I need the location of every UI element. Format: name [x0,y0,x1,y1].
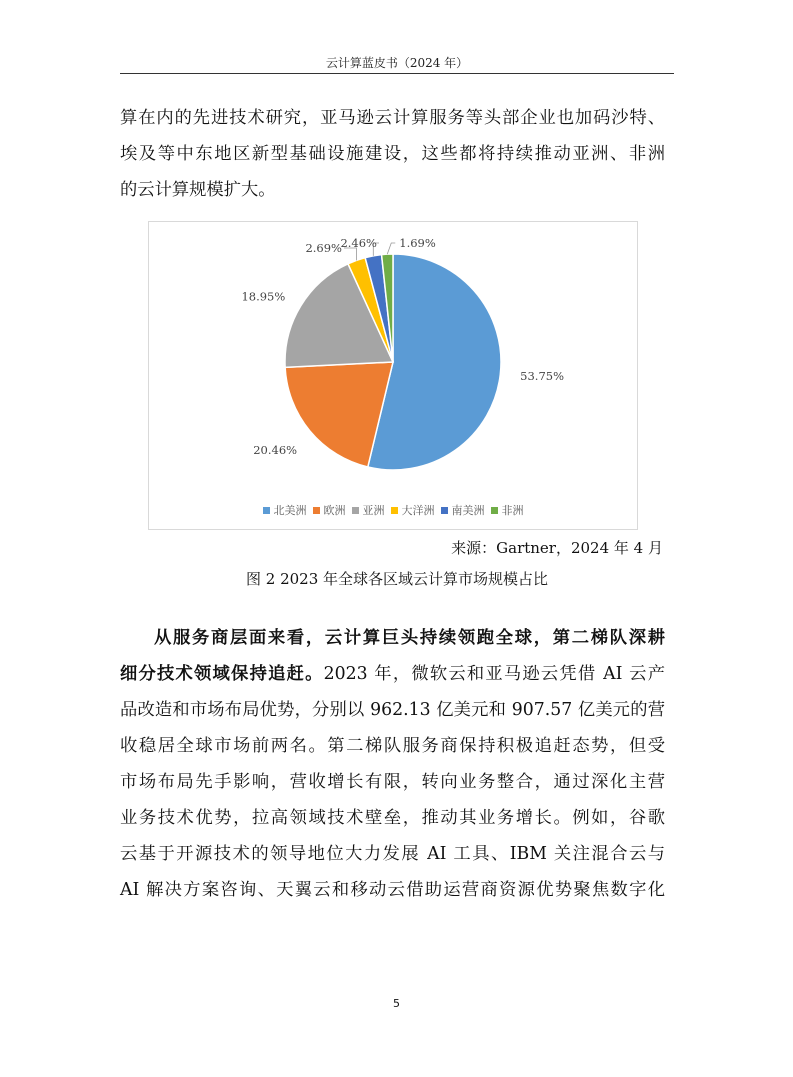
paragraph-2-line-4 [120,728,665,764]
legend-swatch [491,507,498,514]
legend-swatch [313,507,320,514]
paragraph-2-line-7 [120,836,665,872]
leader-line-6 [387,243,395,254]
normal-run: 云基于开源技术的领导地位大力发展 AI 工具、IBM 关注混合云与 [120,844,665,864]
normal-run: 业务技术优势，拉高领域技术壁垒，推动其业务增长。例如，谷歌 [120,808,665,828]
legend-item-5 [441,502,485,518]
paragraph-1-line-1: 算在内的先进技术研究，亚马逊云计算服务等头部企业也加码沙特、 [120,108,665,128]
slice-label-3: 18.95% [241,289,286,304]
paragraph-1-line-3: 的云计算规模扩大。 [120,180,276,200]
slice-label-1: 53.75% [520,369,565,384]
legend-swatch [441,507,448,514]
pie-chart-svg [149,222,637,529]
legend-label: 亚洲 [362,504,385,517]
legend-item-1 [263,502,307,518]
pie-chart [148,221,638,530]
bold-run: 从服务商层面来看，云计算巨头持续领跑全球，第二梯队深耕 [154,628,665,648]
paragraph-1 [120,100,665,208]
paragraph-2-line-1 [120,620,665,656]
slice-label-6: 1.69% [399,236,436,250]
normal-run: 品改造和市场布局优势，分别以 962.13 亿美元和 907.57 亿美元的营 [120,700,665,720]
normal-run: 2023 年，微软云和亚马逊云凭借 AI 云产 [323,664,665,684]
paragraph-2-line-6 [120,800,665,836]
normal-run: AI 解决方案咨询、天翼云和移动云借助运营商资源优势聚焦数字化 [120,880,665,900]
legend-label: 非洲 [501,504,524,517]
legend-label: 欧洲 [323,504,346,517]
legend-swatch [263,507,270,514]
legend-item-3 [352,502,385,518]
paragraph-1-line-2: 埃及等中东地区新型基础设施建设，这些都将持续推动亚洲、非洲 [120,144,665,164]
legend-item-4 [391,502,435,518]
legend-label: 大洋洲 [401,504,435,517]
legend-item-6 [491,502,524,518]
chart-source: 来源：Gartner，2024 年 4 月 [451,539,663,557]
page-number: 5 [393,997,400,1010]
normal-run: 市场布局先手影响，营收增长有限，转向业务整合，通过深化主营 [120,772,665,792]
legend-swatch [391,507,398,514]
slice-label-2: 20.46% [253,442,298,457]
header-rule [120,73,674,74]
paragraph-2 [120,620,665,908]
legend-label: 南美洲 [451,504,485,517]
bold-run: 细分技术领域保持追赶。 [120,664,324,684]
figure-caption: 图 2 2023 年全球各区域云计算市场规模占比 [245,570,549,588]
running-header: 云计算蓝皮书（2024 年） [325,56,469,70]
paragraph-2-line-2 [120,656,665,692]
normal-run: 收稳居全球市场前两名。第二梯队服务商保持积极追赶态势，但受 [120,736,665,756]
paragraph-2-line-8 [120,872,665,908]
legend-swatch [352,507,359,514]
legend-item-2 [313,502,346,518]
paragraph-2-line-3 [120,692,665,728]
slice-label-4: 2.69% [305,241,342,255]
slice-label-5: 2.46% [340,236,377,250]
legend-label: 北美洲 [273,504,307,517]
paragraph-2-line-5 [120,764,665,800]
chart-legend [149,502,637,518]
